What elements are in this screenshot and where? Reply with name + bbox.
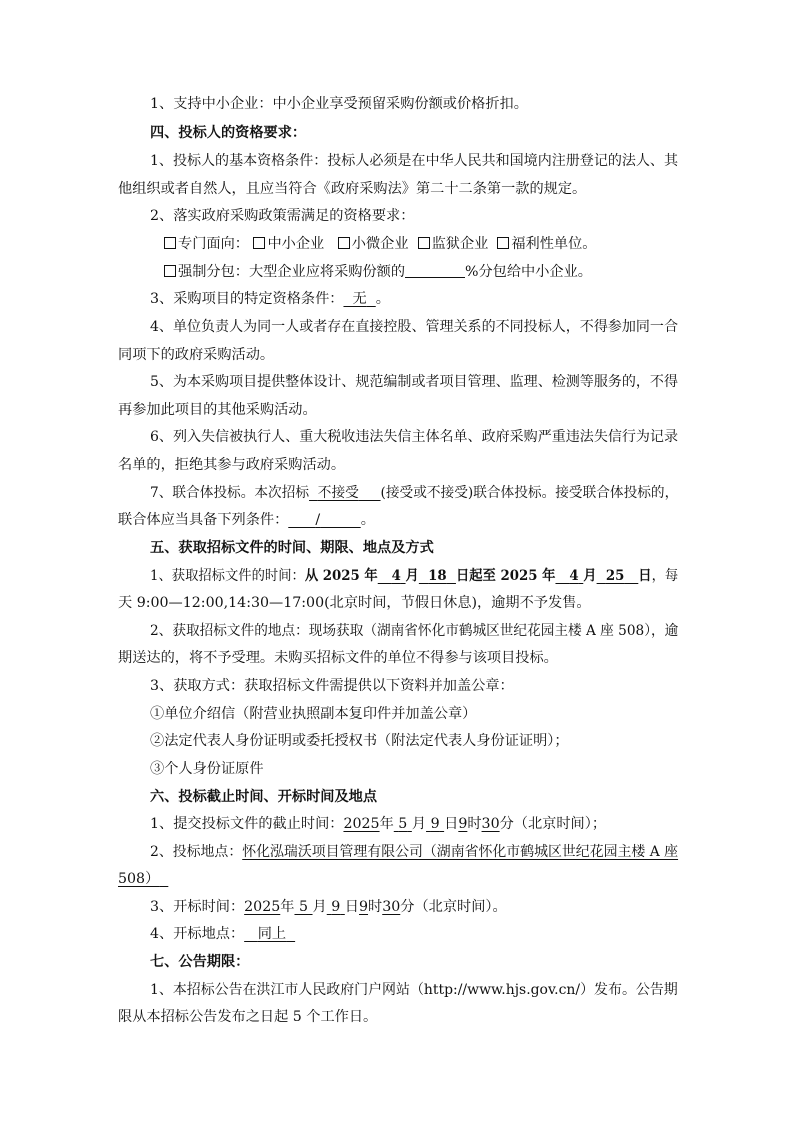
opening-time-tail: 分（北京时间）。 bbox=[400, 899, 507, 915]
opening-month: 5 bbox=[298, 899, 309, 915]
deadline-prefix: 1、提交投标文件的截止时间： bbox=[150, 816, 344, 832]
qualification-7-line-a bbox=[150, 483, 678, 503]
opening-place-prefix: 4、开标地点： bbox=[150, 926, 245, 942]
obtain-method-line: 3、获取方式：获取招标文件需提供以下资料并加盖公章： bbox=[150, 678, 514, 694]
opening-minute: 30 bbox=[382, 899, 401, 915]
consortium-conditions-value: / bbox=[315, 512, 321, 528]
dedicated-options-line bbox=[164, 234, 597, 254]
notice-period-line-b: 限从本招标公告发布之日起 5 个工作日。 bbox=[118, 1009, 378, 1025]
obtain-method-item-3: ③个人身份证原件 bbox=[150, 761, 264, 777]
option-small-micro-label: 小微企业 bbox=[351, 236, 409, 252]
dedicated-label: 专门面向： bbox=[178, 236, 249, 252]
obtain-time-line-b: 天 9:00—12:00,14:30—17:00(北京时间，节假日休息)，逾期不予发售。 bbox=[118, 595, 591, 611]
obtain-place-line-b: 期送达的，将不予受理。未购买招标文件的单位不得参与该项目投标。 bbox=[118, 650, 558, 666]
obtain-method-item-2: ②法定代表人身份证明或委托授权书（附法定代表人身份证证明）； bbox=[150, 733, 569, 749]
section-4-heading: 四、投标人的资格要求： bbox=[150, 125, 307, 141]
obtain-time-tail: ，每 bbox=[651, 568, 679, 584]
subcontract-percent-blank[interactable] bbox=[405, 263, 465, 278]
consortium-note: (接受或不接受)联合体投标。接受联合体投标的， bbox=[380, 485, 679, 501]
qualification-4-line-b: 同项下的政府采购活动。 bbox=[118, 347, 275, 363]
obtain-place-line-a: 2、获取招标文件的地点：现场获取（湖南省怀化市鹤城区世纪花园主楼 A 座 508），逾 bbox=[150, 623, 679, 639]
qualification-3-line bbox=[150, 289, 390, 309]
qualification-3-prefix: 3、采购项目的特定资格条件： bbox=[150, 291, 344, 307]
checkbox-subcontract[interactable] bbox=[164, 265, 176, 277]
consortium-value: 不接受 bbox=[317, 485, 359, 501]
checkbox-sme[interactable] bbox=[253, 237, 265, 249]
section-7-heading: 七、公告期限： bbox=[150, 954, 250, 970]
option-sme-label: 中小企业 bbox=[267, 236, 325, 252]
deadline-line: 1、提交投标文件的截止时间：2025年 5 月 9 日9时30分（北京时间）； bbox=[150, 816, 607, 832]
obtain-method-item-1: ①单位介绍信（附营业执照副本复印件并加盖公章） bbox=[150, 706, 477, 722]
deadline-year: 2025 bbox=[343, 816, 380, 832]
bid-place-value-cont: 508） bbox=[118, 871, 160, 887]
qualification-7-line-b bbox=[118, 510, 375, 530]
bid-place-value: 怀化泓瑞沃项目管理有限公司（湖南省怀化市鹤城区世纪花园主楼 A 座 bbox=[242, 844, 679, 860]
deadline-hour: 9 bbox=[458, 816, 468, 832]
opening-hour: 9 bbox=[359, 899, 369, 915]
notice-period-line-a: 1、本招标公告在洪江市人民政府门户网站（http://www.hjs.gov.cn/）发布。公告期 bbox=[150, 982, 678, 998]
deadline-tail: 分（北京时间）； bbox=[499, 816, 607, 832]
opening-day: 9 bbox=[331, 899, 341, 915]
option-welfare-label: 福利性单位。 bbox=[511, 236, 597, 252]
qualification-6-line-b: 名单的，拒绝其参与政府采购活动。 bbox=[118, 457, 346, 473]
opening-place-line bbox=[150, 924, 295, 944]
checkbox-dedicated[interactable] bbox=[164, 237, 176, 249]
deadline-month: 5 bbox=[398, 816, 408, 832]
obtain-time-line-a bbox=[150, 566, 678, 586]
bid-place-line-b bbox=[118, 869, 168, 889]
section-6-heading: 六、投标截止时间、开标时间及地点 bbox=[150, 789, 378, 805]
policy-smes-line: 1、支持中小企业：中小企业享受预留采购份额或价格折扣。 bbox=[150, 96, 528, 112]
checkbox-small-micro[interactable] bbox=[338, 237, 350, 249]
bid-place-line-a bbox=[150, 842, 678, 862]
option-prison-label: 监狱企业 bbox=[431, 236, 489, 252]
obtain-time-range: 从 2025 年 4 月 18 日起至 2025 年 4 月 25 日 bbox=[304, 568, 652, 584]
subcontract-suffix: %分包给中小企业。 bbox=[465, 264, 592, 280]
opening-place-value: 同上 bbox=[257, 926, 287, 942]
subcontract-prefix: 强制分包：大型企业应将采购份额的 bbox=[178, 264, 406, 280]
qualification-2-line: 2、落实政府采购政策需满足的资格要求： bbox=[150, 208, 415, 224]
bid-place-prefix: 2、投标地点： bbox=[150, 844, 243, 860]
qualification-5-line-b: 再参加此项目的其他采购活动。 bbox=[118, 402, 317, 418]
subcontract-line bbox=[164, 262, 592, 282]
qualification-4-line-a: 4、单位负责人为同一人或者存在直接控股、管理关系的不同投标人，不得参加同一合 bbox=[150, 319, 678, 335]
checkbox-welfare[interactable] bbox=[497, 237, 509, 249]
consortium-conditions-suffix: 。 bbox=[360, 512, 375, 528]
obtain-time-prefix: 1、获取招标文件的时间： bbox=[150, 568, 305, 584]
checkbox-prison[interactable] bbox=[418, 237, 430, 249]
section-5-heading: 五、获取招标文件的时间、期限、地点及方式 bbox=[150, 540, 434, 556]
consortium-prefix: 7、联合体投标。本次招标 bbox=[150, 485, 310, 501]
qualification-3-suffix: 。 bbox=[375, 291, 390, 307]
qualification-1-line-a: 1、投标人的基本资格条件：投标人必须是在中华人民共和国境内注册登记的法人、其 bbox=[150, 153, 678, 169]
qualification-3-value: 无 bbox=[352, 291, 367, 307]
opening-year: 2025 bbox=[244, 899, 281, 915]
qualification-6-line-a: 6、列入失信被执行人、重大税收违法失信主体名单、政府采购严重违法失信行为记录 bbox=[150, 429, 678, 445]
deadline-minute: 30 bbox=[481, 816, 500, 832]
opening-time-prefix: 3、开标时间： bbox=[150, 899, 245, 915]
consortium-conditions-prefix: 联合体应当具备下列条件： bbox=[118, 512, 289, 528]
deadline-day: 9 bbox=[430, 816, 440, 832]
qualification-5-line-a: 5、为本采购项目提供整体设计、规范编制或者项目管理、监理、检测等服务的，不得 bbox=[150, 374, 678, 390]
opening-time-line: 3、开标时间：2025年 5 月 9 日9时30分（北京时间）。 bbox=[150, 899, 507, 915]
qualification-1-line-b: 他组织或者自然人，且应当符合《政府采购法》第二十二条第一款的规定。 bbox=[118, 181, 587, 197]
